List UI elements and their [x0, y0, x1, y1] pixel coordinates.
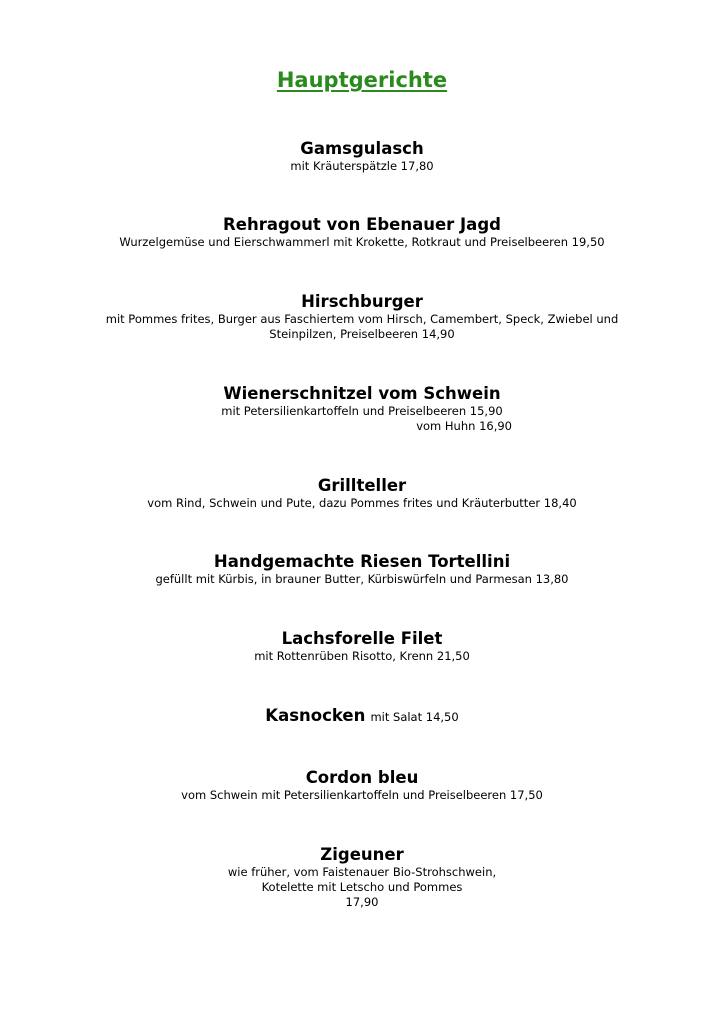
dish-description-line-1: wie früher, vom Faistenauer Bio-Strohschwein,	[227, 865, 497, 879]
dish-name: Grillteller	[317, 476, 407, 495]
menu-item-gamsgulasch	[0, 139, 724, 174]
dish-name: Gamsgulasch	[300, 139, 424, 158]
dish-description-line-2: Kotelette mit Letscho und Pommes	[261, 880, 463, 894]
dish-description: mit Petersilienkartoffeln und Preiselbeeren 15,90	[221, 404, 503, 418]
page-title: Hauptgerichte	[276, 68, 448, 92]
dish-description: Wurzelgemüse und Eierschwammerl mit Krokette, Rotkraut und Preiselbeeren 19,50	[119, 235, 605, 249]
dish-name: Hirschburger	[301, 292, 423, 311]
dish-name: Lachsforelle Filet	[281, 629, 443, 648]
dish-name: Zigeuner	[320, 845, 404, 864]
dish-name: Rehragout von Ebenauer Jagd	[223, 215, 501, 234]
dish-description: vom Rind, Schwein und Pute, dazu Pommes frites und Kräuterbutter 18,40	[147, 496, 577, 510]
menu-item-rehragout	[0, 215, 724, 250]
dish-name: Wienerschnitzel vom Schwein	[223, 384, 501, 403]
dish-price: 17,90	[345, 895, 379, 909]
dish-name: Cordon bleu	[305, 768, 419, 787]
menu-item-wienerschnitzel	[0, 384, 724, 434]
menu-item-zigeuner	[0, 845, 724, 910]
dish-description: vom Schwein mit Petersilienkartoffeln und Preiselbeeren 17,50	[181, 788, 543, 802]
menu-item-cordon-bleu	[0, 768, 724, 803]
dish-variant: vom Huhn 16,90	[416, 419, 512, 433]
menu-item-kasnocken	[0, 706, 724, 725]
dish-description-line-1: mit Pommes frites, Burger aus Faschiertem vom Hirsch, Camembert, Speck, Zwiebel und	[105, 312, 619, 326]
dish-name: Handgemachte Riesen Tortellini	[213, 552, 511, 571]
menu-item-hirschburger	[0, 292, 724, 342]
dish-description: gefüllt mit Kürbis, in brauner Butter, Kürbiswürfeln und Parmesan 13,80	[155, 572, 569, 586]
menu-item-grillteller	[0, 476, 724, 511]
menu-item-lachsforelle	[0, 629, 724, 664]
dish-description: mit Kräuterspätzle 17,80	[290, 159, 434, 173]
dish-description: mit Salat 14,50	[370, 710, 459, 724]
dish-name: Kasnocken	[265, 706, 366, 725]
menu-item-tortellini	[0, 552, 724, 587]
dish-description-line-2: Steinpilzen, Preiselbeeren 14,90	[269, 327, 455, 341]
dish-description: mit Rottenrüben Risotto, Krenn 21,50	[254, 649, 470, 663]
